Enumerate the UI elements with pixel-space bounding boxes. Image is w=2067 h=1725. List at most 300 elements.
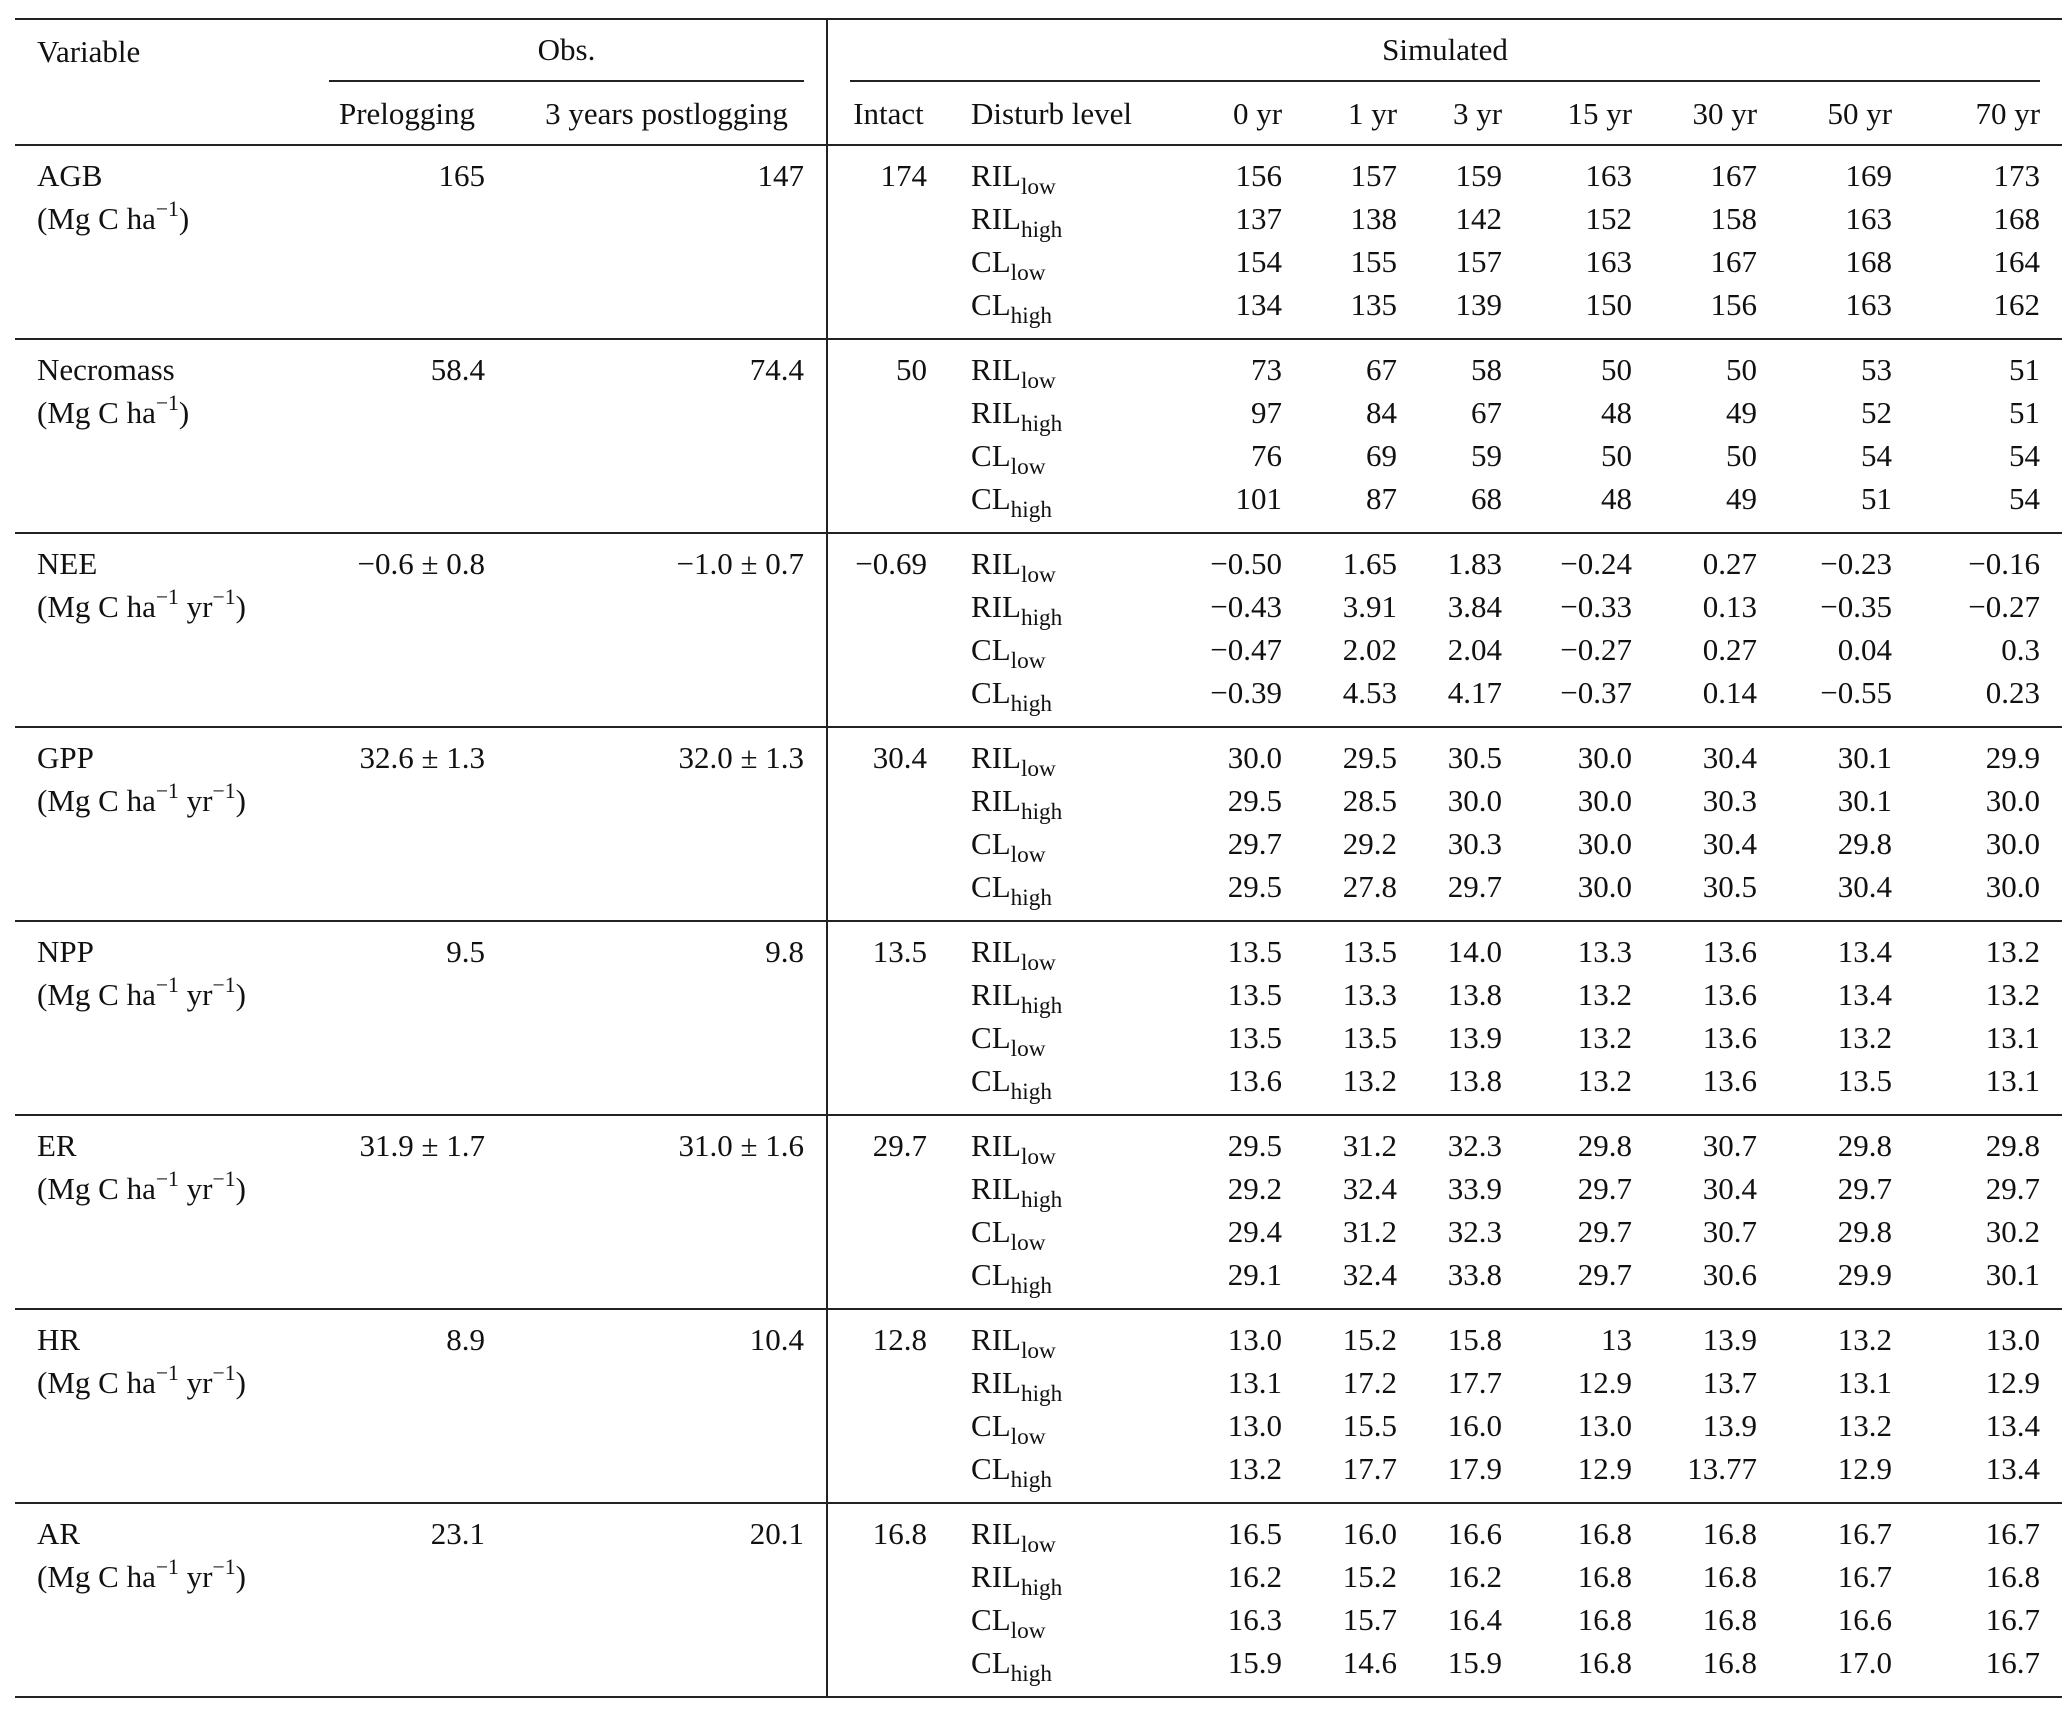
variable-cell	[15, 283, 307, 339]
simulated-value: 69	[1366, 438, 1398, 473]
variable-cell	[15, 628, 307, 671]
variable-cell	[15, 1059, 307, 1115]
simulated-value: −0.27	[1560, 632, 1633, 667]
prelogging-value: 165	[438, 158, 485, 193]
disturb-level-label	[949, 434, 1179, 481]
variable-cell	[15, 1115, 307, 1167]
simulated-value: 17.7	[1447, 1365, 1503, 1400]
table-row	[15, 1598, 2062, 1641]
simulated-value: 13.5	[1342, 1020, 1398, 1055]
variable-cell	[15, 779, 307, 822]
simulated-value: 30.0	[1524, 727, 1654, 779]
simulated-value: 4.53	[1342, 675, 1398, 710]
simulated-value: 30.4	[1702, 1171, 1758, 1206]
simulated-value: −0.43	[1210, 589, 1283, 624]
unit-mgc: (Mg C ha	[37, 395, 156, 430]
simulated-value: 163	[1585, 158, 1633, 193]
table-row	[15, 921, 2062, 973]
simulated-value: 15.2	[1342, 1559, 1398, 1594]
prelogging-value: 23.1	[307, 1503, 507, 1555]
variable-cell	[15, 1167, 307, 1210]
disturb-level-label	[949, 585, 1179, 632]
prelogging-value	[307, 1555, 507, 1598]
disturb-level-base: RIL	[971, 740, 1021, 775]
simulated-value: 163	[1845, 201, 1893, 236]
intact-value	[827, 434, 949, 477]
variable-cell	[15, 1253, 307, 1309]
simulated-value: 157	[1455, 244, 1503, 279]
disturb-level-sub: high	[1010, 1467, 1052, 1494]
intact-value: 174	[880, 158, 928, 193]
variable-name: NEE	[37, 546, 98, 581]
header-prelogging: Prelogging	[307, 82, 507, 145]
disturb-level-base: CL	[971, 244, 1011, 279]
variable-cell	[15, 1598, 307, 1641]
header-year-15: 15 yr	[1524, 82, 1654, 145]
header-year-50: 50 yr	[1779, 82, 1914, 145]
postlogging-value	[507, 1210, 827, 1253]
simulated-value: 0.3	[2001, 632, 2041, 667]
postlogging-value	[507, 434, 827, 477]
intact-value	[827, 240, 949, 283]
simulated-value: 0.04	[1837, 632, 1893, 667]
table-row	[15, 434, 2062, 477]
simulated-value: 13.3	[1342, 977, 1398, 1012]
prelogging-value	[307, 628, 507, 671]
variable-name: GPP	[37, 740, 94, 775]
simulated-value: 29.2	[1342, 826, 1398, 861]
unit-close: )	[235, 783, 246, 818]
simulated-value: 13.2	[1342, 1063, 1398, 1098]
simulated-value: 13.2	[1577, 977, 1633, 1012]
prelogging-value	[307, 585, 507, 628]
disturb-level-label	[949, 1309, 1179, 1365]
intact-value	[827, 822, 949, 865]
disturb-level-label	[949, 822, 1179, 869]
postlogging-value	[507, 197, 827, 240]
simulated-value: 0.13	[1702, 589, 1758, 624]
disturb-level-sub: low	[1020, 1144, 1056, 1171]
simulated-value: 0.14	[1702, 675, 1758, 710]
unit-close: )	[235, 1171, 246, 1206]
simulated-value: 29.7	[1577, 1171, 1633, 1206]
prelogging-value: 58.4	[307, 339, 507, 391]
simulated-value: 157	[1350, 158, 1398, 193]
intact-value	[827, 779, 949, 822]
simulated-value: 16.7	[1779, 1503, 1914, 1555]
simulated-value: 16.7	[1914, 1503, 2062, 1555]
prelogging-value	[307, 1059, 507, 1115]
disturb-level-label	[949, 1059, 1179, 1115]
simulated-value: 13.5	[1304, 921, 1419, 973]
simulated-value: 13	[1524, 1309, 1654, 1361]
simulated-value: 29.5	[1227, 783, 1283, 818]
simulated-value: 13.2	[1577, 1063, 1633, 1098]
disturb-level-base: RIL	[971, 783, 1021, 818]
unit-exp: −1	[155, 196, 179, 221]
simulated-value: 3.84	[1447, 589, 1503, 624]
simulated-value: 17.0	[1779, 1641, 1914, 1697]
simulated-value: 48	[1601, 481, 1633, 516]
simulated-value: 30.3	[1702, 783, 1758, 818]
disturb-level-sub: high	[1010, 885, 1052, 912]
simulated-value: 13.9	[1447, 1020, 1503, 1055]
disturb-level-label	[949, 1210, 1179, 1257]
unit-exp: −1	[155, 584, 179, 609]
simulated-value: 29.7	[1227, 826, 1283, 861]
simulated-value: 13.9	[1702, 1408, 1758, 1443]
simulated-value: 16.8	[1702, 1559, 1758, 1594]
simulated-value: 13.8	[1447, 977, 1503, 1012]
intact-value	[827, 865, 949, 921]
simulated-value: 28.5	[1342, 783, 1398, 818]
intact-value	[827, 283, 949, 339]
disturb-level-sub: low	[1020, 174, 1056, 201]
table-row	[15, 1361, 2062, 1404]
simulated-value: 30.4	[1654, 727, 1779, 779]
simulated-value: 16.8	[1985, 1559, 2041, 1594]
table-row	[15, 1447, 2062, 1503]
simulated-value: 152	[1585, 201, 1633, 236]
postlogging-value	[507, 779, 827, 822]
prelogging-value	[307, 779, 507, 822]
prelogging-value: 8.9	[307, 1309, 507, 1361]
simulated-value: 13.5	[1227, 1020, 1283, 1055]
intact-value	[827, 477, 949, 533]
simulated-value: 30.1	[1985, 1257, 2041, 1292]
prelogging-value: −0.6 ± 0.8	[307, 533, 507, 585]
simulated-value: 51	[1861, 481, 1893, 516]
simulated-value: 58	[1419, 339, 1524, 391]
variable-cell	[15, 1309, 307, 1361]
table-row	[15, 339, 2062, 391]
header-year-0: 0 yr	[1179, 82, 1304, 145]
prelogging-value	[307, 1167, 507, 1210]
simulated-value: 163	[1845, 287, 1893, 322]
simulated-value: 16.3	[1227, 1602, 1283, 1637]
simulated-value: 29.7	[1577, 1214, 1633, 1249]
header-postlogging: 3 years postlogging	[507, 82, 827, 145]
postlogging-value	[507, 1447, 827, 1503]
prelogging-value	[307, 197, 507, 240]
unit-close: )	[235, 1559, 246, 1594]
simulated-value: 16.8	[1524, 1641, 1654, 1697]
disturb-level-label	[949, 1167, 1179, 1214]
simulated-value: 30.0	[1985, 869, 2041, 904]
disturb-level-sub: low	[1020, 562, 1056, 589]
prelogging-value	[307, 1016, 507, 1059]
simulated-value: 30.5	[1419, 727, 1524, 779]
intact-value	[827, 1059, 949, 1115]
disturb-level-label	[949, 1404, 1179, 1451]
unit-yr: yr	[178, 1365, 213, 1400]
unit-exp: −1	[212, 1360, 236, 1385]
disturb-level-label	[949, 1253, 1179, 1309]
simulated-value: 67	[1471, 395, 1503, 430]
table-row	[15, 240, 2062, 283]
postlogging-value	[507, 1167, 827, 1210]
disturb-level-sub: high	[1020, 1381, 1063, 1408]
simulated-value: 16.7	[1985, 1602, 2041, 1637]
simulated-value: 173	[1993, 158, 2041, 193]
intact-value	[827, 1641, 949, 1697]
simulated-value: 14.0	[1419, 921, 1524, 973]
postlogging-value	[507, 865, 827, 921]
intact-value	[827, 1404, 949, 1447]
intact-value	[827, 1598, 949, 1641]
disturb-level-label	[949, 1016, 1179, 1063]
variable-cell	[15, 240, 307, 283]
unit-exp: −1	[212, 778, 236, 803]
disturb-level-sub: low	[1020, 1338, 1056, 1365]
intact-value	[827, 1447, 949, 1503]
disturb-level-sub: high	[1020, 217, 1063, 244]
simulated-value: 15.5	[1342, 1408, 1398, 1443]
simulated-value: 13.6	[1654, 921, 1779, 973]
disturb-level-base: CL	[971, 1408, 1011, 1443]
disturb-level-sub: low	[1020, 368, 1056, 395]
simulated-value: 13.5	[1179, 921, 1304, 973]
simulated-value: 13.2	[1779, 1309, 1914, 1361]
disturb-level-base: RIL	[971, 1559, 1021, 1594]
simulated-value: 156	[1710, 287, 1758, 322]
disturb-level-base: RIL	[971, 589, 1021, 624]
prelogging-value	[307, 1598, 507, 1641]
unit-close: )	[178, 201, 190, 236]
intact-value: 50	[827, 339, 949, 391]
intact-value	[827, 671, 949, 727]
simulated-value: 0.23	[1985, 675, 2041, 710]
table-row	[15, 1253, 2062, 1309]
simulated-value: 29.7	[1577, 1257, 1633, 1292]
simulated-value: 30.7	[1702, 1214, 1758, 1249]
variable-cell	[15, 973, 307, 1016]
prelogging-value	[307, 477, 507, 533]
header-blank	[15, 82, 307, 145]
simulated-value: 84	[1366, 395, 1398, 430]
variable-cell	[15, 339, 307, 391]
simulated-value: 30.0	[1577, 826, 1633, 861]
prelogging-value	[307, 973, 507, 1016]
simulated-value: 50	[1524, 339, 1654, 391]
table-header	[15, 19, 2062, 145]
prelogging-value	[307, 1404, 507, 1447]
header-year-30: 30 yr	[1654, 82, 1779, 145]
simulated-value: 168	[1845, 244, 1893, 279]
prelogging-value	[307, 822, 507, 865]
disturb-level-label	[949, 973, 1179, 1020]
simulated-value: 49	[1726, 395, 1758, 430]
unit-close: )	[235, 589, 246, 624]
simulated-value: 0.27	[1654, 533, 1779, 585]
prelogging-value: 9.5	[307, 921, 507, 973]
simulated-value: 33.9	[1447, 1171, 1503, 1206]
disturb-level-sub: high	[1020, 411, 1063, 438]
simulated-value: −0.33	[1560, 589, 1633, 624]
unit-exp: −1	[212, 1554, 236, 1579]
header-row-1	[15, 19, 2062, 82]
simulated-value: 13.9	[1654, 1309, 1779, 1361]
variable-cell	[15, 1503, 307, 1555]
simulated-value: 163	[1585, 244, 1633, 279]
simulated-value: 16.6	[1419, 1503, 1524, 1555]
disturb-level-label	[949, 145, 1179, 201]
disturb-level-sub: high	[1020, 1575, 1063, 1602]
prelogging-value	[307, 240, 507, 283]
simulated-value: 30.0	[1985, 826, 2041, 861]
unit-exp: −1	[155, 390, 179, 415]
simulated-value: 13.4	[1985, 1451, 2041, 1486]
simulated-value: 32.3	[1447, 1214, 1503, 1249]
table-row	[15, 533, 2062, 585]
header-year-3: 3 yr	[1419, 82, 1524, 145]
simulated-value: 30.4	[1702, 826, 1758, 861]
simulated-value: 30.4	[1837, 869, 1893, 904]
simulated-value: 0.27	[1702, 632, 1758, 667]
simulated-value: −0.39	[1210, 675, 1283, 710]
disturb-level-sub: low	[1010, 1424, 1046, 1451]
simulated-value: 29.7	[1985, 1171, 2041, 1206]
postlogging-value: 31.0 ± 1.6	[507, 1115, 827, 1167]
disturb-level-base: RIL	[971, 934, 1021, 969]
prelogging-value	[307, 865, 507, 921]
disturb-level-base: RIL	[971, 1128, 1021, 1163]
simulated-value: 17.7	[1342, 1451, 1398, 1486]
simulated-value: 15.7	[1342, 1602, 1398, 1637]
table-row	[15, 145, 2062, 197]
simulated-value: 50	[1726, 438, 1758, 473]
intact-value	[827, 1555, 949, 1598]
simulated-value: 16.2	[1447, 1559, 1503, 1594]
simulated-value: 16.8	[1654, 1503, 1779, 1555]
simulated-value: 154	[1235, 244, 1283, 279]
disturb-level-base: RIL	[971, 395, 1021, 430]
simulated-value: 162	[1993, 287, 2041, 322]
simulated-value: 49	[1726, 481, 1758, 516]
simulated-value: 13.2	[1985, 977, 2041, 1012]
simulated-value: 30.1	[1837, 783, 1893, 818]
simulated-value: 54	[2009, 438, 2041, 473]
table-row	[15, 628, 2062, 671]
simulated-value: 30.1	[1779, 727, 1914, 779]
variable-cell	[15, 197, 307, 240]
header-row-2	[15, 82, 2062, 145]
disturb-level-label	[949, 865, 1179, 921]
simulated-value: 29.4	[1227, 1214, 1283, 1249]
disturb-level-sub: low	[1010, 454, 1046, 481]
unit-exp: −1	[155, 778, 179, 803]
simulated-value: 13.0	[1179, 1309, 1304, 1361]
simulated-value: 14.6	[1304, 1641, 1419, 1697]
simulated-value: −0.24	[1524, 533, 1654, 585]
unit-exp: −1	[212, 1166, 236, 1191]
disturb-level-label	[949, 671, 1179, 727]
disturb-level-base: CL	[971, 632, 1011, 667]
unit-mgc: (Mg C ha	[37, 783, 156, 818]
table-row	[15, 1404, 2062, 1447]
simulated-value: 13.4	[1779, 921, 1914, 973]
simulated-value: 29.9	[1914, 727, 2062, 779]
simulated-value: −0.23	[1779, 533, 1914, 585]
disturb-level-sub: high	[1010, 1079, 1052, 1106]
simulated-value: 30.0	[1179, 727, 1304, 779]
simulated-value: 2.02	[1342, 632, 1398, 667]
simulated-value: 29.8	[1779, 1115, 1914, 1167]
variable-cell	[15, 865, 307, 921]
postlogging-value	[507, 822, 827, 865]
simulated-value: 54	[2009, 481, 2041, 516]
simulated-value: 13.1	[1985, 1020, 2041, 1055]
simulated-value: 68	[1471, 481, 1503, 516]
simulated-value: 30.2	[1985, 1214, 2041, 1249]
variable-cell	[15, 434, 307, 477]
table-row	[15, 671, 2062, 727]
simulated-value: 29.8	[1914, 1115, 2062, 1167]
intact-value: 29.7	[827, 1115, 949, 1167]
disturb-level-base: CL	[971, 675, 1011, 710]
variable-cell	[15, 822, 307, 865]
simulated-value: 16.4	[1447, 1602, 1503, 1637]
simulated-value: 54	[1861, 438, 1893, 473]
disturb-level-sub: low	[1020, 756, 1056, 783]
simulated-value: 29.1	[1227, 1257, 1283, 1292]
simulated-value: 139	[1455, 287, 1503, 322]
disturb-level-sub: low	[1020, 1532, 1056, 1559]
intact-value: 12.8	[827, 1309, 949, 1361]
disturb-level-base: RIL	[971, 1365, 1021, 1400]
prelogging-value	[307, 391, 507, 434]
disturb-level-base: RIL	[971, 546, 1021, 581]
disturb-level-label	[949, 391, 1179, 438]
table-row	[15, 391, 2062, 434]
intact-value	[827, 1210, 949, 1253]
simulated-value: 16.8	[1654, 1641, 1779, 1697]
simulated-value: 1.65	[1304, 533, 1419, 585]
simulated-value: 29.8	[1524, 1115, 1654, 1167]
table-row	[15, 477, 2062, 533]
simulated-value: 169	[1845, 158, 1893, 193]
disturb-level-label	[949, 921, 1179, 977]
intact-value	[827, 973, 949, 1016]
simulated-value: 13.1	[1985, 1063, 2041, 1098]
disturb-level-base: RIL	[971, 201, 1021, 236]
simulated-value: 16.7	[1914, 1641, 2062, 1697]
postlogging-value	[507, 1555, 827, 1598]
postlogging-value: 9.8	[507, 921, 827, 973]
simulated-value: 13.4	[1985, 1408, 2041, 1443]
disturb-level-label	[949, 1361, 1179, 1408]
prelogging-value	[307, 283, 507, 339]
simulated-value: −0.47	[1210, 632, 1283, 667]
disturb-level-base: RIL	[971, 1516, 1021, 1551]
variable-cell	[15, 391, 307, 434]
table-row	[15, 1641, 2062, 1697]
table-row	[15, 197, 2062, 240]
prelogging-value: 31.9 ± 1.7	[307, 1115, 507, 1167]
unit-yr: yr	[178, 589, 213, 624]
disturb-level-label	[949, 1641, 1179, 1697]
table-row	[15, 779, 2062, 822]
simulated-value: 13.0	[1914, 1309, 2062, 1361]
table-row	[15, 585, 2062, 628]
simulated-value: 13.6	[1227, 1063, 1283, 1098]
simulated-value: 164	[1993, 244, 2041, 279]
simulated-value: 31.2	[1304, 1115, 1419, 1167]
intact-value	[827, 1361, 949, 1404]
variable-name: NPP	[37, 934, 94, 969]
disturb-level-sub: high	[1010, 691, 1052, 718]
disturb-level-sub: high	[1010, 1661, 1052, 1688]
